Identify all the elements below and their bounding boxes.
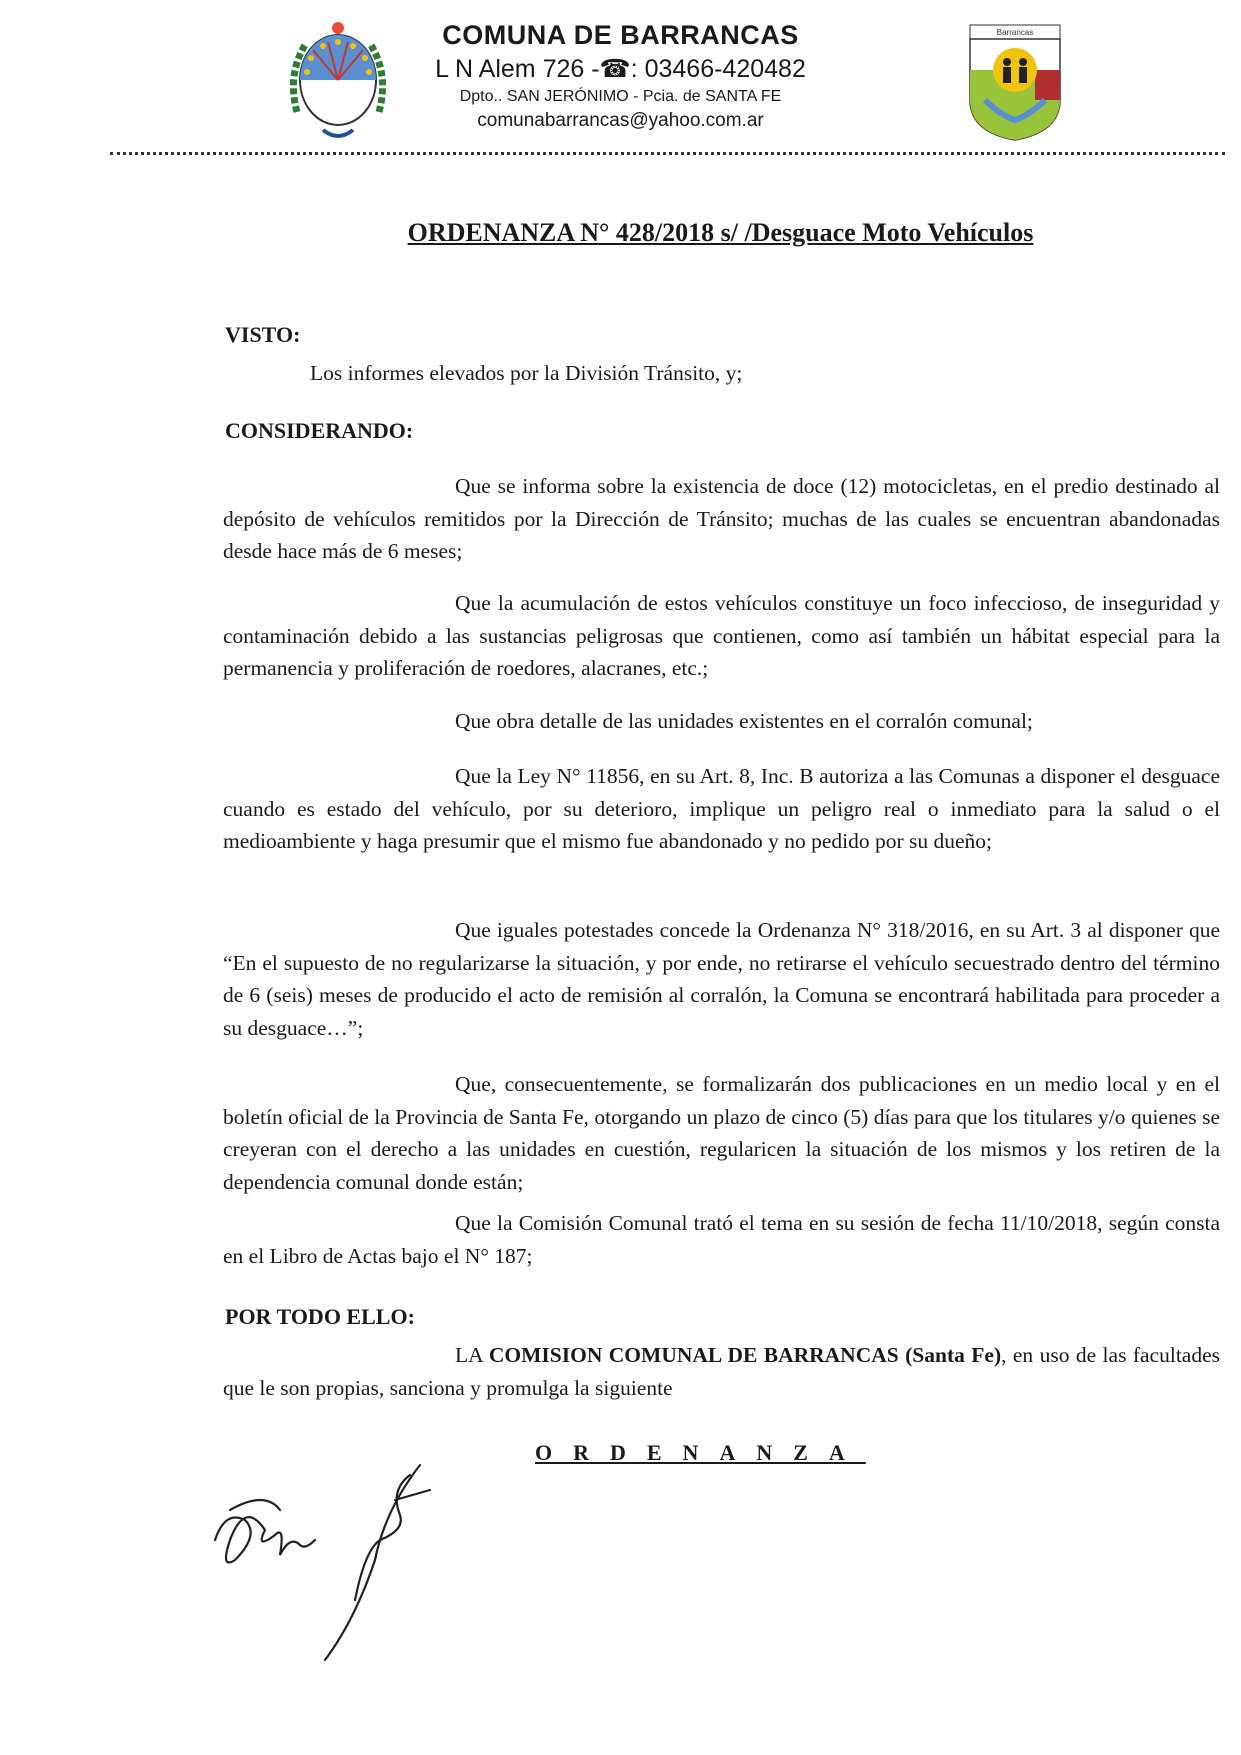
header-divider — [110, 152, 1225, 155]
emblem-label: Barrancas — [996, 28, 1034, 37]
resolution-text-pre: LA — [455, 1343, 489, 1367]
document-title: ORDENANZA N° 428/2018 s/ /Desguace Moto Vehículos — [407, 218, 1034, 247]
considerando-paragraph: Que iguales potestades concede la Ordenanza N° 318/2016, en su Art. 3 al disponer que “En el supuesto de no regularizarse la situación, y por ende, no retirarse el vehículo secuestrado dentro del término de 6 (seis) meses de producido el acto de remisión al corralón, la Comuna se encontrará habilitada para proceder a su desguace…”; — [223, 918, 1220, 1040]
handwritten-signature — [205, 1440, 495, 1670]
considerando-paragraph: Que obra detalle de las unidades existentes en el corralón comunal; — [455, 709, 1033, 733]
visto-heading: VISTO: — [225, 322, 301, 347]
considerando-paragraph: Que la acumulación de estos vehículos constituye un foco infeccioso, de inseguridad y contaminación debido a las sustancias peligrosas que contienen, como así también un hábitat especial para la permanencia y proliferación de roedores, alacranes, etc.; — [223, 591, 1220, 680]
ordenanza-heading: ORDENANZA — [535, 1440, 866, 1465]
org-email: comunabarrancas@yahoo.com.ar — [477, 110, 764, 131]
org-address: L N Alem 726 -☎: 03466-420482 — [435, 55, 806, 83]
org-department: Dpto.. SAN JERÓNIMO - Pcia. de SANTA FE — [459, 88, 782, 105]
considerando-paragraph: Que la Ley N° 11856, en su Art. 8, Inc. B autoriza a las Comunas a disponer el desguace cuando es estado del vehículo, por su deterioro, implique un peligro real o inmediato para la salud o el medioambiente y haga presumir que el mismo fue abandonado y no pedido por su dueño; — [223, 764, 1220, 853]
commission-name: COMISION COMUNAL DE BARRANCAS (Santa Fe) — [488, 1343, 1002, 1367]
considerando-paragraph: Que se informa sobre la existencia de doce (12) motocicletas, en el predio destinado al depósito de vehículos remitidos por la Dirección de Tránsito; muchas de las cuales se encuentran abandonadas desde hace más de 6 meses; — [223, 474, 1220, 563]
por-todo-ello-heading: POR TODO ELLO: — [225, 1304, 415, 1329]
considerando-paragraph: Que la Comisión Comunal trató el tema en su sesión de fecha 11/10/2018, según consta en el Libro de Actas bajo el N° 187; — [223, 1211, 1220, 1268]
resolution-text-post: , en uso de las facultades que le son propias, sanciona y promulga la siguiente — [223, 1343, 1220, 1400]
org-name: COMUNA DE BARRANCAS — [442, 20, 799, 50]
visto-text: Los informes elevados por la División Tránsito, y; — [310, 361, 743, 385]
considerando-paragraph: Que, consecuentemente, se formalizarán dos publicaciones en un medio local y en el boletín oficial de la Provincia de Santa Fe, otorgando un plazo de cinco (5) días para que los titulares y/o quienes se creyeran con el derecho a las unidades en cuestión, regularicen la situación de los mismos y los retiren de la dependencia comunal donde están; — [223, 1072, 1220, 1194]
resolution-text — [223, 1339, 1220, 1404]
considerando-heading: CONSIDERANDO: — [225, 418, 414, 443]
